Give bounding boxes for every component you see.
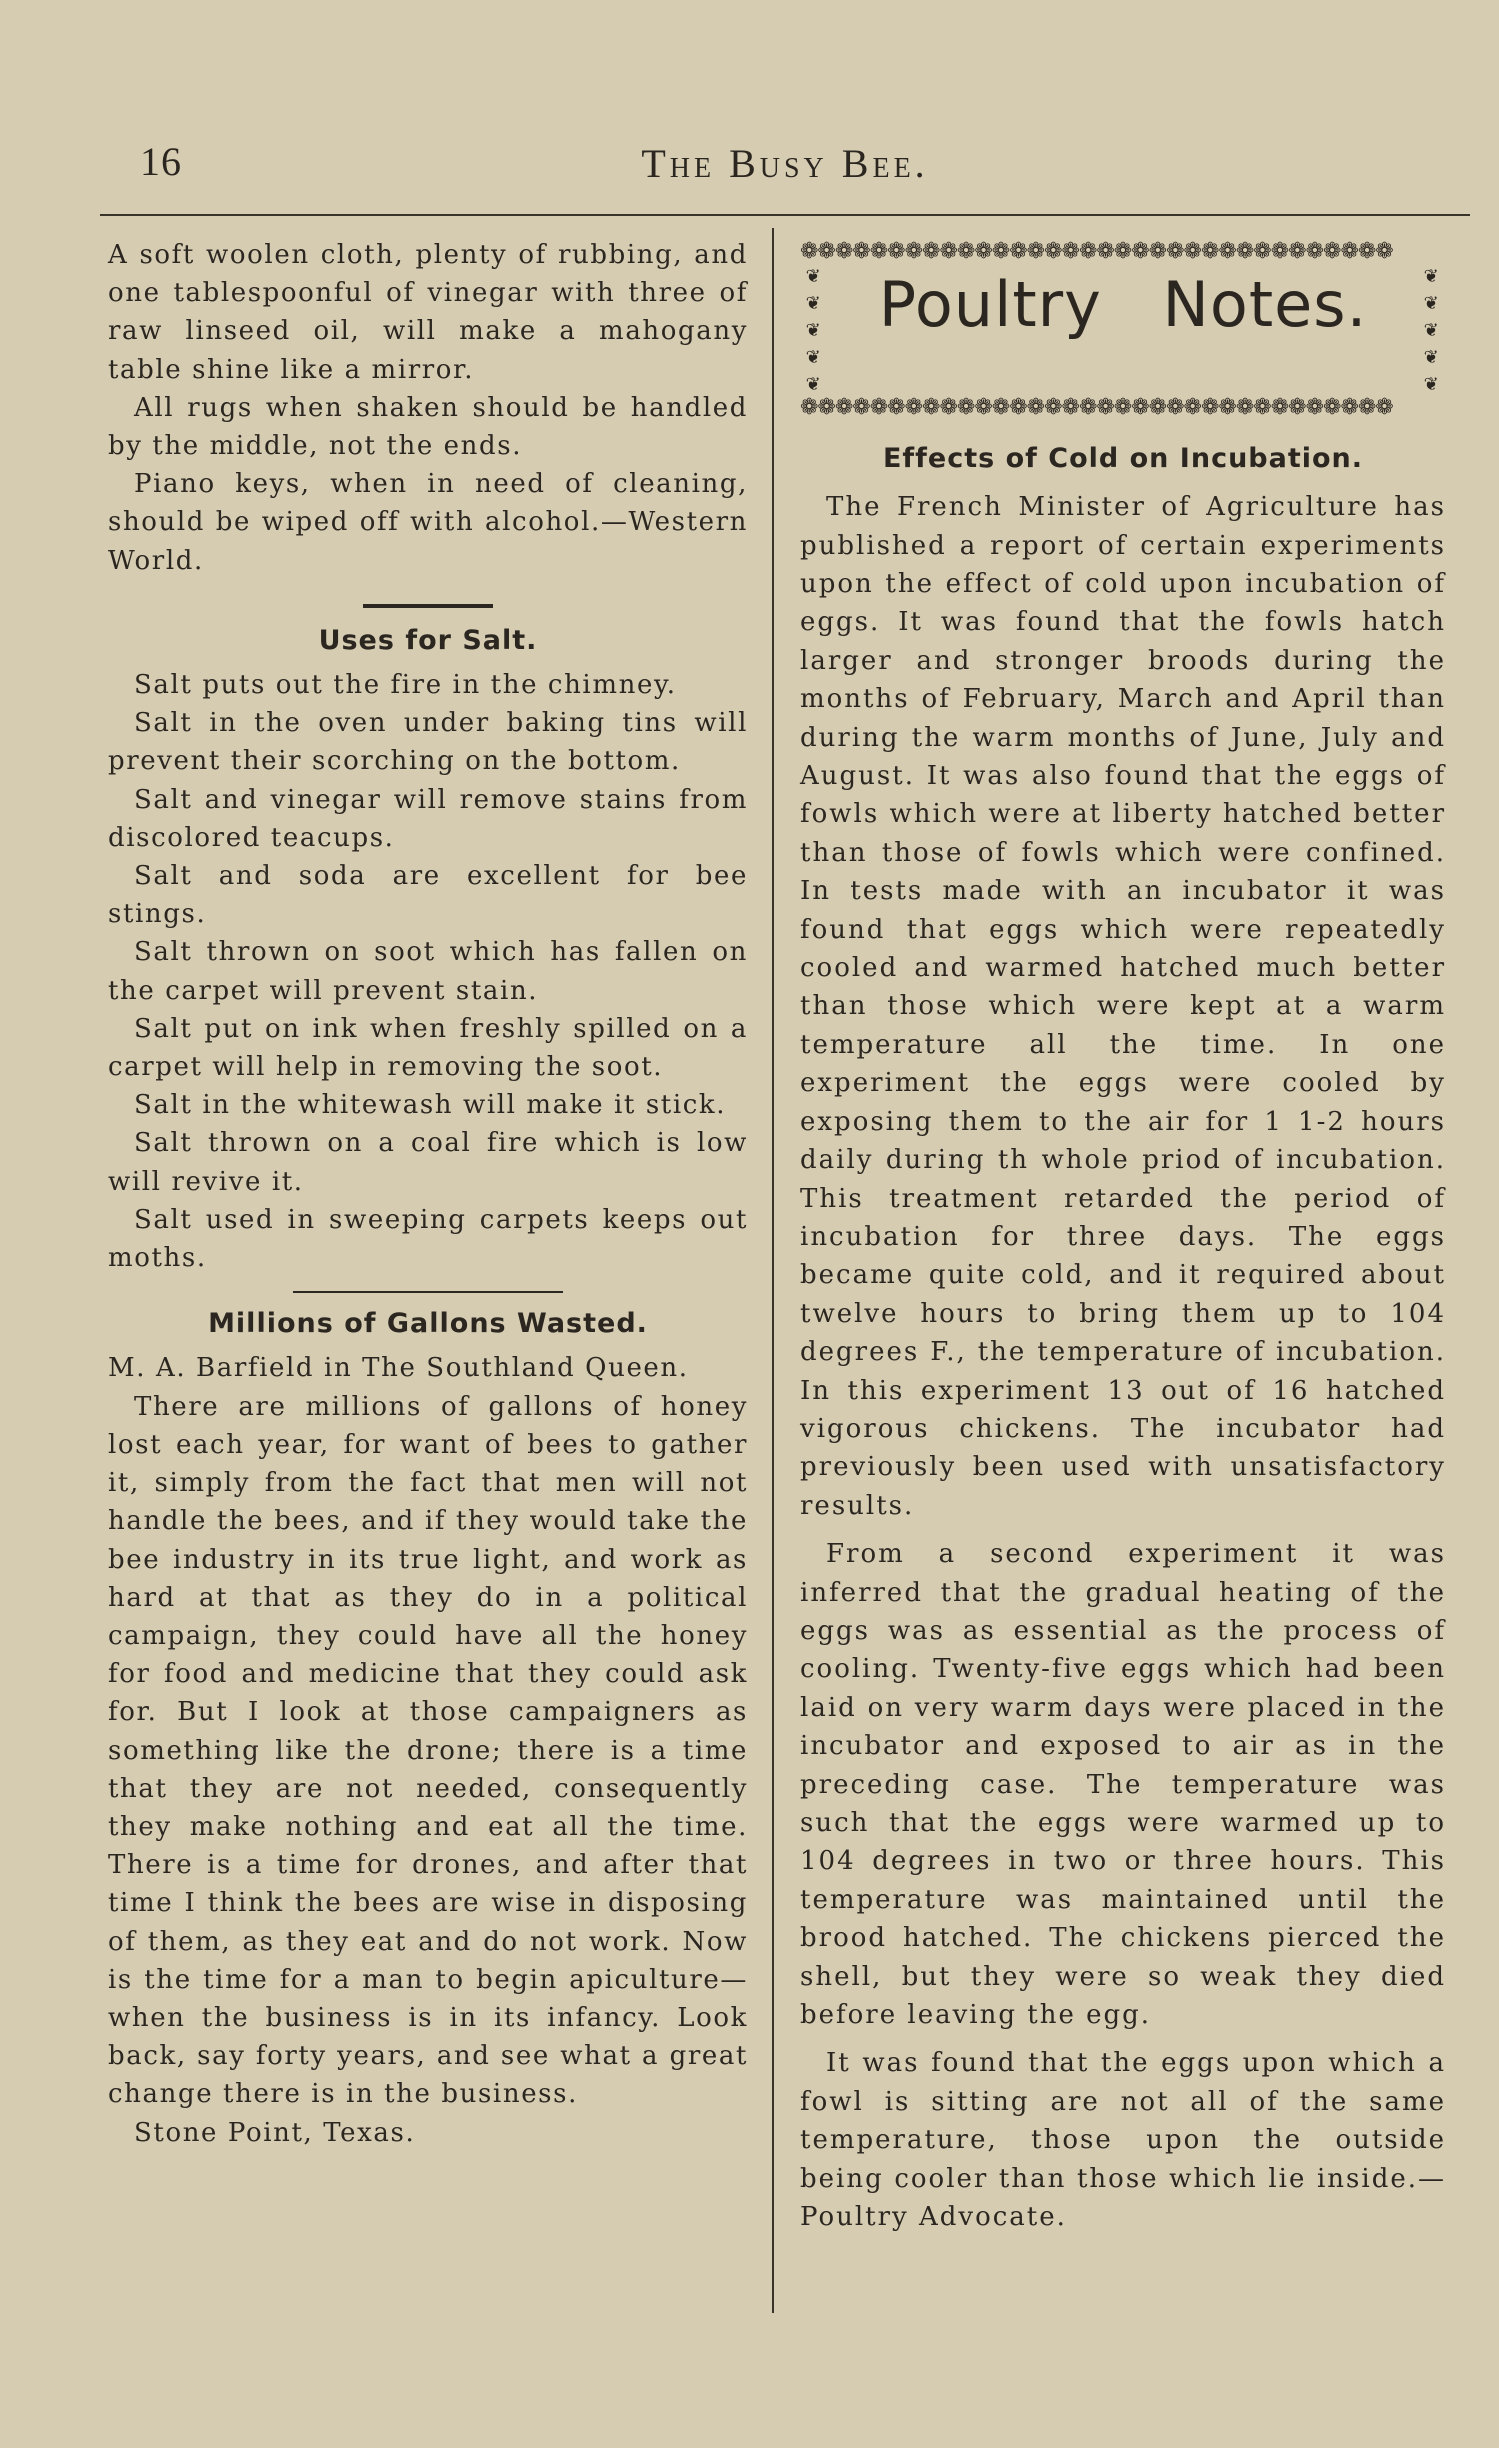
intro-paragraph: Piano keys, when in need of cleaning, should be wiped off with alcohol.—Western World. <box>108 469 748 576</box>
incubation-heading: Effects of Cold on Incubation. <box>882 443 1364 474</box>
intro-paragraph: All rugs when shaken should be handled by the middle, not the ends. <box>108 392 748 462</box>
gallons-heading: Millions of Gallons Wasted. <box>208 1308 648 1340</box>
ornament-icon: ❦ <box>1423 320 1441 341</box>
ornament-icon: ❦ <box>805 347 823 368</box>
page-number: 16 <box>140 139 182 184</box>
section-divider <box>363 604 493 608</box>
ornament-icon: ❦ <box>805 320 823 341</box>
incubation-paragraph: The French Minister of Agriculture has published a report of certain experiments upon the effect of cold upon incubation of eggs. It was found that the fowls hatch larger and stronger broods during the months of February, March and April than during the warm months of June, July and August. It was also found that the eggs of fowls which were at liberty hatched better than those of fowls which were confined. In tests made with an incubator it was found that eggs which were repeatedly cooled and warmed hatched much better than those which were kept at a warm temperature all the time. In one experiment the eggs were cooled by exposing them to the air for 1 1-2 hours daily during th whole priod of incubation. This treatment retarded the period of incubation for three days. The eggs became quite cold, and it required about twelve hours to bring them up to 104 degrees F., the temperature of incubation. In this experiment 13 out of 16 hatched vigorous chickens. The incubator had previously been used with unsatisfactory results. <box>800 492 1446 1521</box>
left-column <box>108 236 748 2152</box>
ornament-icon: ❦ <box>1423 266 1441 287</box>
ornament-icon: ❦ <box>1423 347 1441 368</box>
salt-item: Salt thrown on a coal fire which is low will revive it. <box>108 1128 748 1197</box>
section-divider <box>293 1291 563 1293</box>
ornament-border-right <box>1420 266 1444 396</box>
ornament-icon: ❦ <box>805 293 823 314</box>
right-column <box>800 236 1446 2236</box>
salt-item: Salt put on ink when freshly spilled on a carpet will help in removing the soot. <box>108 1013 748 1083</box>
incubation-paragraph: It was found that the eggs upon which a fowl is sitting are not all of the same temperature, those upon the outside being cooler than those which lie inside.—Poultry Advocate. <box>800 2048 1446 2233</box>
ornament-border-top: ❁❁❁❁❁❁❁❁❁❁❁❁❁❁❁❁❁❁❁❁❁❁❁❁❁❁❁❁❁❁❁❁❁❁ <box>800 240 1393 264</box>
salt-item: Salt in the oven under baking tins will prevent their scorching on the bottom. <box>108 708 748 777</box>
poultry-notes-banner <box>800 236 1446 426</box>
journal-title: The Busy Bee. <box>641 141 929 186</box>
poultry-notes-title: Poultry Notes. <box>878 268 1368 341</box>
ornament-icon: ❦ <box>1423 293 1441 314</box>
salt-item: Salt thrown on soot which has fallen on the carpet will prevent stain. <box>108 937 748 1006</box>
salt-item: Salt and vinegar will remove stains from discolored teacups. <box>108 784 748 853</box>
ornament-icon: ❦ <box>805 374 823 395</box>
ornament-icon: ❦ <box>805 266 823 287</box>
ornament-border-bottom: ❁❁❁❁❁❁❁❁❁❁❁❁❁❁❁❁❁❁❁❁❁❁❁❁❁❁❁❁❁❁❁❁❁❁ <box>800 396 1393 420</box>
page-header <box>100 128 1470 208</box>
salt-item: Salt used in sweeping carpets keeps out moths. <box>108 1204 748 1274</box>
gallons-signoff: Stone Point, Texas. <box>134 2117 416 2148</box>
salt-heading: Uses for Salt. <box>318 624 538 656</box>
gallons-byline: M. A. Barfield in The Southland Queen. <box>108 1353 689 1384</box>
incubation-paragraph: From a second experiment it was inferred that the gradual heating of the eggs was as essential as the process of cooling. Twenty-five eggs which had been laid on very warm days were placed in the incubator and exposed to air as in the preceding case. The temperature was such that the eggs were warmed up to 104 degrees in two or three hours. This temperature was maintained until the brood hatched. The chickens pierced the shell, but they were so weak they died before leaving the egg. <box>800 1539 1446 2031</box>
salt-item: Salt and soda are excellent for bee stings. <box>108 861 748 930</box>
ornament-icon: ❦ <box>1423 374 1441 395</box>
column-divider <box>772 228 774 2313</box>
salt-item: Salt in the whitewash will make it stick. <box>134 1090 727 1121</box>
header-rule <box>100 214 1470 216</box>
gallons-body: There are millions of gallons of honey lost each year, for want of bees to gather it, simply from the fact that men will not handle the bees, and if they would take the bee industry in its true light, and work as hard at that as they do in a political campaign, they could have all the honey for food and medicine that they could ask for. But I look at those campaigners as something like the drone; there is a time that they are not needed, consequently they make nothing and eat all the time. There is a time for drones, and after that time I think the bees are wise in disposing of them, as they eat and do not work. Now is the time for a man to begin apiculture—when the business is in its infancy. Look back, say forty years, and see what a great change there is in the business. <box>108 1391 748 2110</box>
intro-paragraph: A soft woolen cloth, plenty of rubbing, and one tablespoonful of vinegar with three of raw linseed oil, will make a mahogany table shine like a mirror. <box>108 240 748 385</box>
salt-item: Salt puts out the fire in the chimney. <box>134 670 677 701</box>
